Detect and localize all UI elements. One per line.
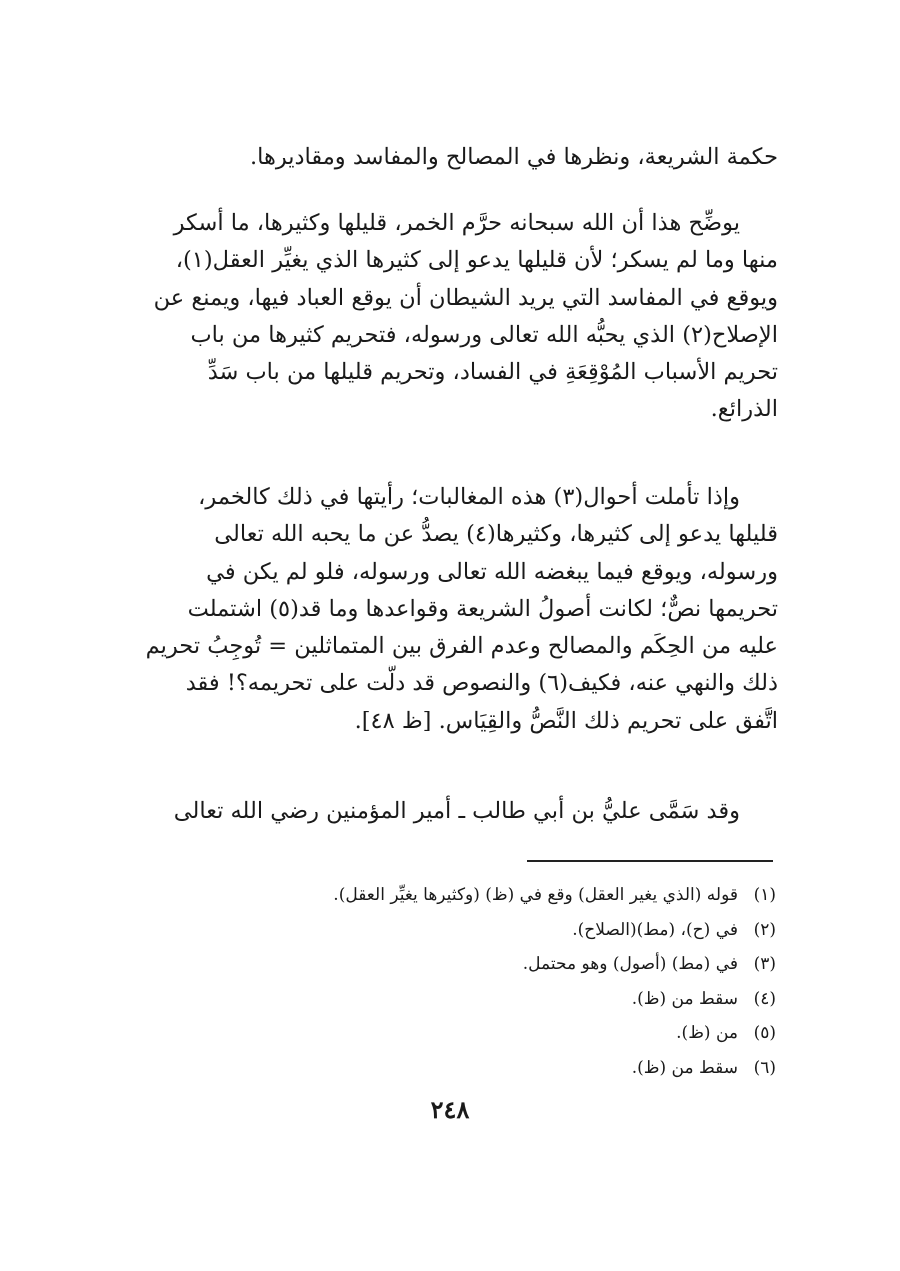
footnote-number: (٥) (753, 1023, 776, 1043)
footnote-number: (٢) (753, 919, 776, 940)
paragraph-1 (128, 139, 778, 176)
footnote-number: (٣) (753, 954, 776, 974)
text-line: الإصلاح(٢) الذي يحبُّه الله تعالى ورسوله، فتحريم كثيرها من باب (190, 321, 778, 348)
footnote-text: قوله (الذي يغير العقل) وقع في (ظ) (وكثيرها يغيِّر العقل). (333, 885, 738, 905)
footnote-text: من (ظ). (676, 1023, 738, 1043)
paragraph-2 (128, 205, 778, 429)
text-line: وإذا تأملت أحوال(٣) هذه المغالبات؛ رأيتها في ذلك كالخمر، (198, 484, 740, 510)
text-line: ذلك والنهي عنه، فكيف(٦) والنصوص قد دلَّت على تحريمه؟! فقد (185, 670, 778, 697)
text-line: حكمة الشريعة، ونظرها في المصالح والمفاسد ومقاديرها. (249, 144, 778, 170)
footnote-text: سقط من (ظ). (631, 988, 738, 1009)
footnote-5 (140, 1016, 776, 1051)
text-line: اتَّفق على تحريم ذلك النَّصُّ والقِيَاس. [ظ ٤٨]. (354, 707, 778, 734)
footnote-1 (140, 878, 776, 913)
text-line: يوضِّح هذا أن الله سبحانه حرَّم الخمر، قليلها وكثيرها، ما أسكر (173, 210, 740, 236)
footnote-text: سقط من (ظ). (631, 1057, 738, 1078)
text-line: تحريمها نصٌّ؛ لكانت أصولُ الشريعة وقواعدها وما قد(٥) اشتملت (187, 595, 778, 622)
footnote-number: (٦) (753, 1057, 776, 1078)
text-line: وقد سَمَّى عليُّ بن أبي طالب ـ أمير المؤمنين رضي الله تعالى (173, 798, 740, 824)
text-line: ورسوله، ويوقع فيما يبغضه الله تعالى ورسوله، فلو لم يكن في (206, 558, 778, 585)
footnote-6 (140, 1051, 776, 1086)
footnote-3 (140, 947, 776, 982)
footnotes (140, 878, 776, 1085)
footnote-number: (٤) (753, 988, 776, 1009)
footnote-4 (140, 982, 776, 1017)
text-line: ويوقع في المفاسد التي يريد الشيطان أن يوقع العباد فيها، ويمنع عن (153, 284, 778, 311)
footnote-number: (١) (753, 885, 776, 905)
text-line: تحريم الأسباب المُوْقِعَةِ في الفساد، وتحريم قليلها من باب سَدِّ (207, 359, 778, 386)
footnote-2 (140, 913, 776, 948)
text-line: منها وما لم يسكر؛ لأن قليلها يدعو إلى كثيرها الذي يغيِّر العقل(١)، (175, 247, 778, 274)
paragraph-3 (128, 479, 778, 740)
text-line: الذرائع. (710, 396, 778, 423)
footnote-text: في (ح)، (مط)(الصلاح). (572, 919, 738, 940)
paragraph-4 (128, 793, 778, 830)
page-number: ٢٤٨ (430, 1095, 470, 1124)
footnote-separator (527, 860, 773, 862)
text-line: قليلها يدعو إلى كثيرها، وكثيرها(٤) يصدُّ عن ما يحبه الله تعالى (214, 521, 778, 548)
footnote-text: في (مط) (أصول) وهو محتمل. (522, 954, 738, 974)
text-line: عليه من الحِكَم والمصالح وعدم الفرق بين المتماثلين = تُوجِبُ تحريم (145, 633, 778, 660)
